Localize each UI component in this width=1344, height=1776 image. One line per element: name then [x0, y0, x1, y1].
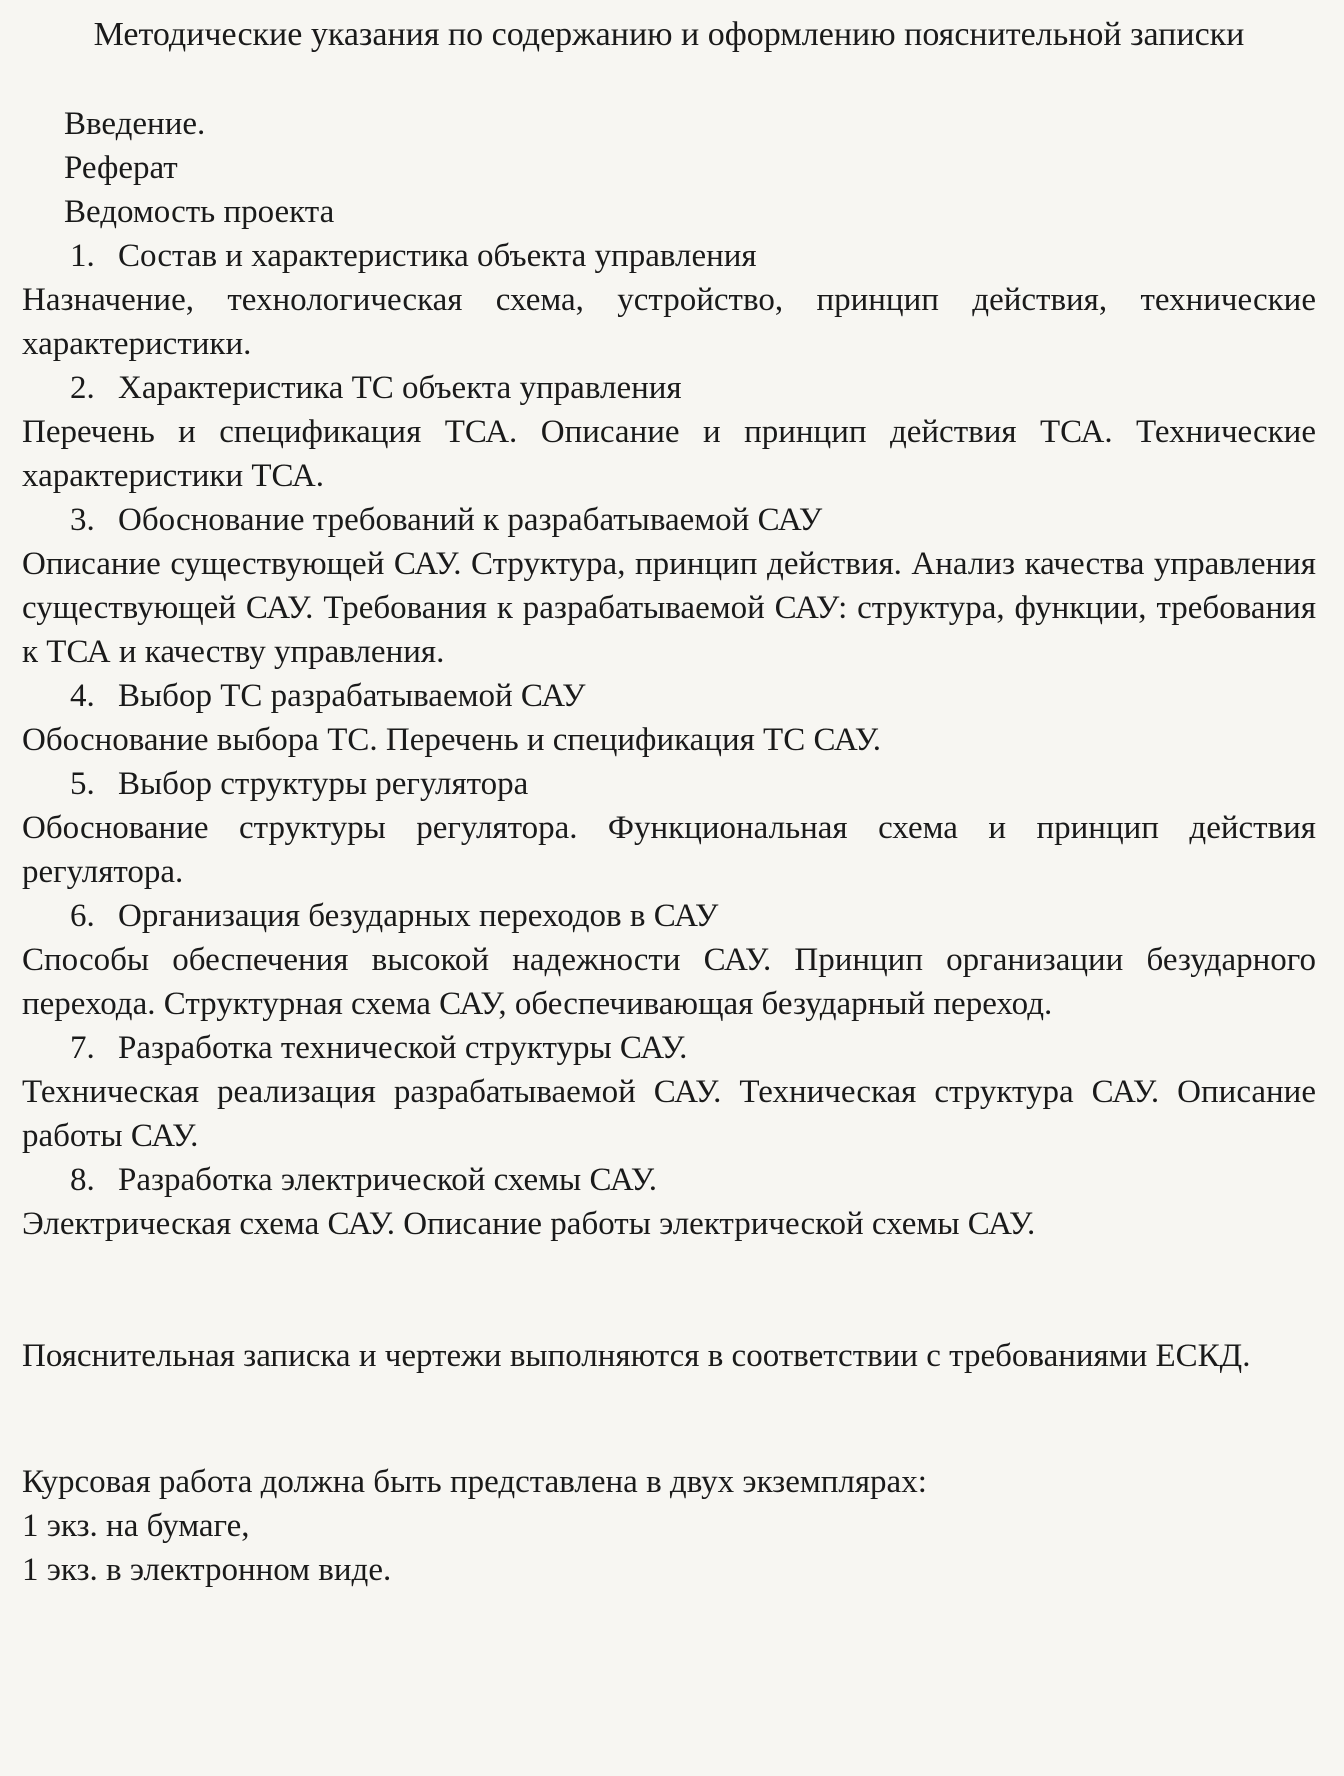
section-number: 6.	[70, 898, 95, 934]
section-title	[22, 366, 1316, 410]
section-title-text: Выбор структуры регулятора	[118, 766, 529, 802]
sections-list	[22, 234, 1316, 1246]
section-2	[22, 366, 1316, 498]
section-title	[22, 1026, 1316, 1070]
section-title	[22, 674, 1316, 718]
section-number: 2.	[70, 370, 95, 406]
section-5	[22, 762, 1316, 894]
section-8	[22, 1158, 1316, 1246]
spacer	[22, 1378, 1316, 1460]
submission-block	[22, 1460, 1316, 1592]
front-matter	[22, 102, 1316, 234]
section-number: 7.	[70, 1030, 95, 1066]
page-title: Методические указания по содержанию и оформлению пояснительной записки	[93, 16, 1245, 53]
section-3	[22, 498, 1316, 674]
section-title	[22, 498, 1316, 542]
spacer	[22, 1246, 1316, 1334]
section-number: 8.	[70, 1162, 95, 1198]
section-description: Обоснование выбора ТС. Перечень и спецификация ТС САУ.	[22, 722, 881, 758]
section-number: 4.	[70, 678, 95, 714]
front-item-abstract: Реферат	[64, 150, 178, 186]
title-block	[22, 0, 1316, 58]
section-title-text: Состав и характеристика объекта управления	[118, 238, 757, 274]
section-title-text: Разработка технической структуры САУ.	[118, 1030, 688, 1066]
section-4	[22, 674, 1316, 762]
section-title-text: Разработка электрической схемы САУ.	[118, 1162, 658, 1198]
section-description: Назначение, технологическая схема, устройство, принцип действия, технические характеристики.	[22, 282, 1316, 362]
section-title-text: Обоснование требований к разрабатываемой САУ	[118, 502, 823, 538]
eskd-note: Пояснительная записка и чертежи выполняются в соответствии с требованиями ЕСКД.	[22, 1338, 1251, 1374]
section-title-text: Выбор ТС разрабатываемой САУ	[118, 678, 586, 714]
section-number: 5.	[70, 766, 95, 802]
section-title-text: Организация безударных переходов в САУ	[118, 898, 719, 934]
section-title	[22, 762, 1316, 806]
section-1	[22, 234, 1316, 366]
front-item-introduction: Введение.	[64, 106, 206, 142]
front-item-statement: Ведомость проекта	[64, 194, 335, 230]
section-description: Электрическая схема САУ. Описание работы электрической схемы САУ.	[22, 1206, 1036, 1242]
section-7	[22, 1026, 1316, 1158]
submission-item-electronic: 1 экз. в электронном виде.	[22, 1552, 392, 1588]
section-description: Способы обеспечения высокой надежности САУ. Принцип организации безударного перехода. Структурная схема САУ, обеспечивающая безударный переход.	[22, 942, 1316, 1022]
submission-intro: Курсовая работа должна быть представлена в двух экземплярах:	[22, 1464, 927, 1500]
section-description: Перечень и спецификация ТСА. Описание и принцип действия ТСА. Технические характеристики ТСА.	[22, 414, 1316, 494]
section-6	[22, 894, 1316, 1026]
section-title-text: Характеристика ТС объекта управления	[118, 370, 682, 406]
section-description: Обоснование структуры регулятора. Функциональная схема и принцип действия регулятора.	[22, 810, 1316, 890]
section-description: Техническая реализация разрабатываемой САУ. Техническая структура САУ. Описание работы САУ.	[22, 1074, 1316, 1154]
section-number: 1.	[70, 238, 95, 274]
section-title	[22, 1158, 1316, 1202]
section-title	[22, 894, 1316, 938]
section-number: 3.	[70, 502, 95, 538]
section-title	[22, 234, 1316, 278]
section-description: Описание существующей САУ. Структура, принцип действия. Анализ качества управления существующей САУ. Требования к разрабатываемой САУ: структура, функции, требования к ТСА и качеству управления.	[22, 546, 1316, 670]
submission-item-paper: 1 экз. на бумаге,	[22, 1508, 250, 1544]
